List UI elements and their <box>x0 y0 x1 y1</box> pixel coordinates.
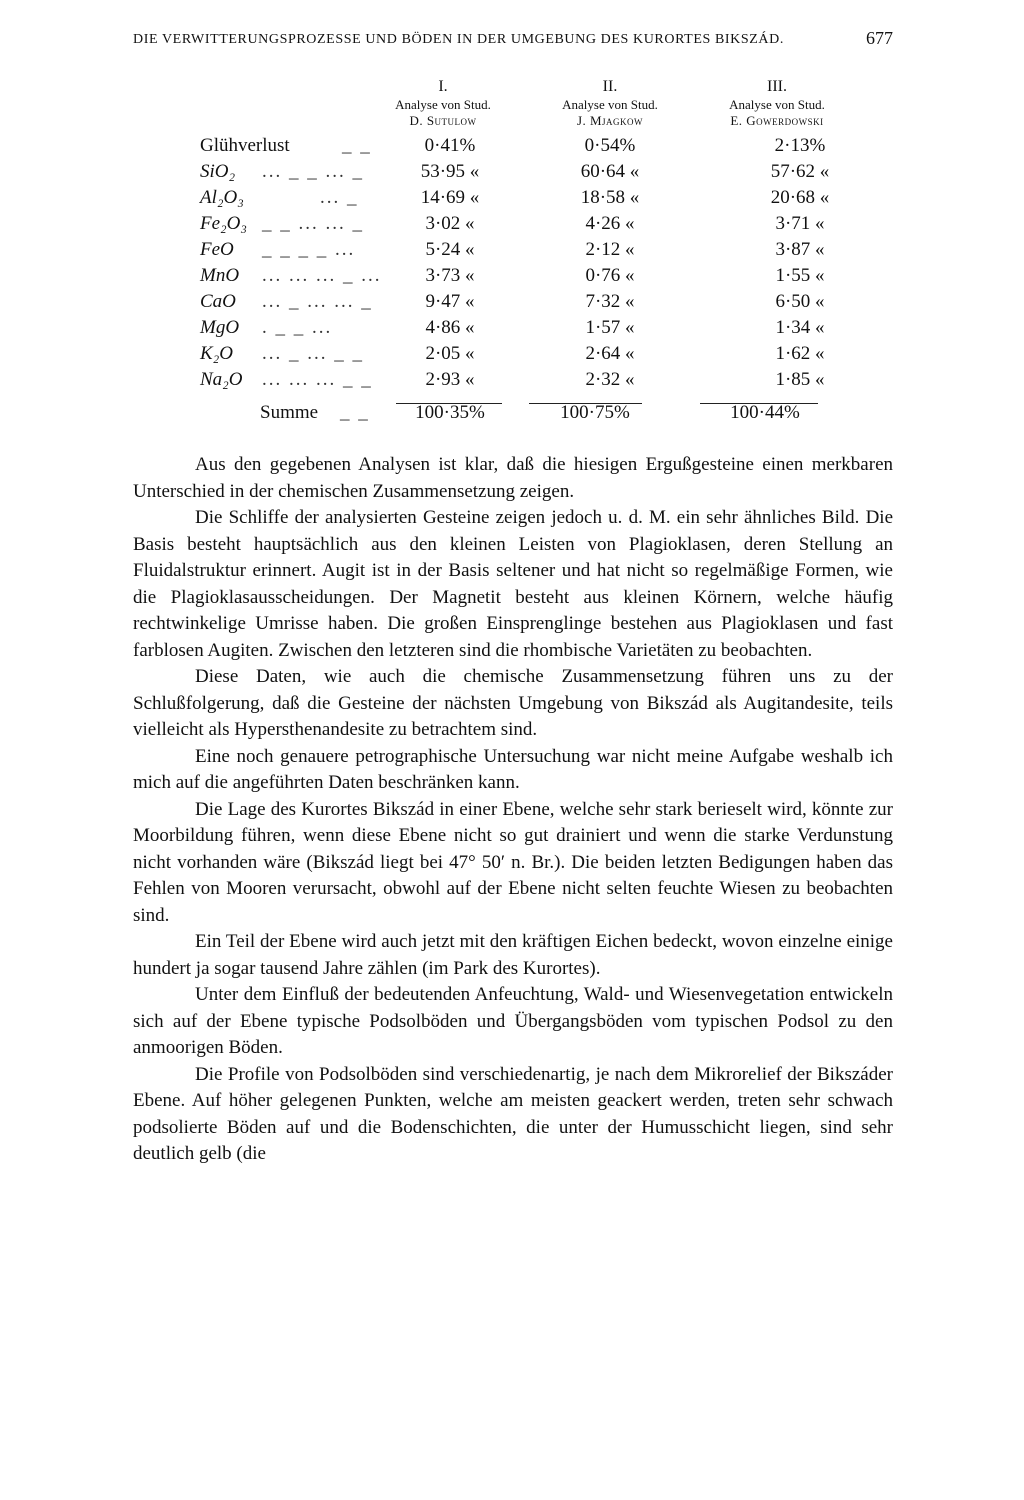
value-col-1: 53·95 « <box>420 161 480 182</box>
value-col-2: 1·57 « <box>585 317 635 338</box>
value-col-1: 9·47 « <box>425 291 475 312</box>
column-numeral: II. <box>602 78 618 95</box>
value-col-1: 14·69 « <box>420 187 480 208</box>
value-col-2: 60·64 « <box>580 161 640 182</box>
table-row <box>200 187 840 213</box>
row-leader: ... _ ... _ _ <box>262 343 364 364</box>
row-label: Glühverlust <box>200 135 290 156</box>
column-header-1 <box>358 79 528 129</box>
value-col-1: 5·24 « <box>425 239 475 260</box>
table-row <box>200 369 840 395</box>
row-label: Na₂O <box>200 369 243 390</box>
table-row <box>200 161 840 187</box>
value-col-2: 0·54% <box>584 135 636 156</box>
paragraph: Die Lage des Kurortes Bikszád in einer Ebene, welche sehr stark berieselt wird, könnte zur Moorbildung führen, wenn diese Ebene nicht so gut drainiert und wenn die starke Verdunstung nicht vorhanden wäre (Bikszád liegt bei 47° 50′ n. Br.). Die beiden letzten Bedigungen haben das Fehlen von Mooren verursacht, obwohl auf der Ebene nicht selten feuchte Wiesen zu beobachten sind. <box>133 798 893 926</box>
row-leader: _ _ _ _ ... <box>262 239 356 260</box>
paragraph: Ein Teil der Ebene wird auch jetzt mit den kräftigen Eichen bedeckt, wovon einzelne einige hundert ja sogar tausend Jahre zählen (im Park des Kurortes). <box>133 931 893 979</box>
row-leader: ... _ _ ... _ <box>262 161 364 182</box>
row-label: Fe₂O₃ <box>200 213 247 234</box>
column-author: E. Gowerdowski <box>730 113 824 128</box>
row-leader: _ _ ... ... _ <box>262 213 364 234</box>
value-col-3: 1·85 « <box>775 369 825 390</box>
value-col-3: 3·71 « <box>775 213 825 234</box>
column-numeral: I. <box>438 78 448 95</box>
row-label: Summe <box>260 402 319 423</box>
column-label: Analyse von Stud. <box>562 97 658 112</box>
column-numeral: III. <box>767 78 787 95</box>
table-row <box>200 213 840 239</box>
value-col-3: 3·87 « <box>775 239 825 260</box>
row-leader: ... ... ... _ _ <box>262 369 373 390</box>
column-author: D. Sutulow <box>409 113 477 128</box>
value-col-1: 4·86 « <box>425 317 475 338</box>
table-row <box>200 291 840 317</box>
row-label: SiO₂ <box>200 161 236 182</box>
paragraph: Diese Daten, wie auch die chemische Zusammensetzung führen uns zu der Schlußfolgerung, daß die Gesteine der nächsten Umgebung von Bikszád als Augitandesite, teils vielleicht als Hypersthenandesite zu betrachtem sind. <box>133 666 893 740</box>
column-author: J. Mjagkow <box>576 113 644 128</box>
row-label: MnO <box>200 265 240 286</box>
value-col-1: 0·41% <box>424 135 476 156</box>
row-label: K₂O <box>200 343 233 364</box>
paragraph: Eine noch genauere petrographische Untersuchung war nicht meine Aufgabe weshalb ich mich auf die angeführten Daten beschränken kann. <box>133 745 893 793</box>
paragraph: Unter dem Einfluß der bedeutenden Anfeuchtung, Wald- und Wiesenvegetation entwickeln sich auf der Ebene typische Podsolböden und Übergangsböden vom typischen Podsol zu den anmoorigen Böden. <box>133 984 893 1058</box>
table-row <box>200 343 840 369</box>
running-title: DIE VERWITTERUNGSPROZESSE UND BÖDEN IN DER UMGEBUNG DES KURORTES BIKSZÁD. <box>133 32 784 47</box>
value-col-2: 0·76 « <box>585 265 635 286</box>
row-leader: . _ _ ... <box>262 317 333 338</box>
column-label: Analyse von Stud. <box>729 97 825 112</box>
column-label: Analyse von Stud. <box>395 97 491 112</box>
table-row <box>200 265 840 291</box>
value-col-1: 3·02 « <box>425 213 475 234</box>
value-col-2: 2·32 « <box>585 369 635 390</box>
row-label: MgO <box>200 317 240 338</box>
table-row <box>200 317 840 343</box>
row-label: CaO <box>200 291 236 312</box>
value-col-3: 2·13% <box>774 135 826 156</box>
value-col-1: 2·05 « <box>425 343 475 364</box>
paragraph: Aus den gegebenen Analysen ist klar, daß die hiesigen Ergußgesteine einen merkbaren Unterschied in der chemischen Zusammensetzung zeigen. <box>133 454 893 502</box>
table-row <box>200 239 840 265</box>
row-leader: ... _ <box>320 187 359 208</box>
value-col-3: 6·50 « <box>775 291 825 312</box>
row-label: Al₂O₃ <box>200 187 244 208</box>
column-header-2 <box>525 79 695 129</box>
row-leader: _ _ <box>340 402 370 423</box>
value-col-2: 2·12 « <box>585 239 635 260</box>
value-col-1: 2·93 « <box>425 369 475 390</box>
body-text <box>133 452 893 1168</box>
value-col-2: 4·26 « <box>585 213 635 234</box>
value-col-2: 7·32 « <box>585 291 635 312</box>
row-label: FeO <box>200 239 234 260</box>
running-header <box>133 28 893 49</box>
value-col-3: 1·34 « <box>775 317 825 338</box>
row-leader: ... ... ... _ ... <box>262 265 382 286</box>
value-col-3: 1·55 « <box>775 265 825 286</box>
page-number: 677 <box>866 28 893 48</box>
paragraph: Die Profile von Podsolböden sind verschiedenartig, je nach dem Mikrorelief der Bikszáder Ebene. Auf höher gelegenen Punkten, welche am meisten geackert werden, treten sehr schwach podsolierte Böden auf und die Bodenschichten, die unter der Humusschicht liegen, sind sehr deutlich gelb (die <box>133 1063 893 1164</box>
value-col-2: 100·75% <box>560 402 630 423</box>
value-col-3: 20·68 « <box>770 187 830 208</box>
value-col-2: 18·58 « <box>580 187 640 208</box>
value-col-3: 100·44% <box>730 402 800 423</box>
value-col-2: 2·64 « <box>585 343 635 364</box>
table-row-total <box>260 402 900 428</box>
column-header-3 <box>692 79 862 129</box>
value-col-1: 3·73 « <box>425 265 475 286</box>
value-col-3: 1·62 « <box>775 343 825 364</box>
paragraph: Die Schliffe der analysierten Gesteine zeigen jedoch u. d. M. ein sehr ähnliches Bild. Die Basis besteht hauptsächlich aus den kleinen Leisten von Plagioklasen, deren Stellung an Fluidalstruktur erinnert. Augit ist in der Basis seltener und hat nicht so regelmäßige Formen, wie die Plagioklasausscheidungen. Der Magnetit besteht aus kleinen Körnern, welche häufig rechtwinkelige Umrisse haben. Die großen Einsprenglinge bestehen aus Plagioklasen und fast farblosen Augiten. Zwischen den letzteren sind die rhombische Varietäten zu beobachten. <box>133 507 893 661</box>
row-leader: _ _ <box>342 135 372 156</box>
value-col-1: 100·35% <box>415 402 485 423</box>
value-col-3: 57·62 « <box>770 161 830 182</box>
row-leader: ... _ ... ... _ <box>262 291 373 312</box>
table-row <box>200 135 840 161</box>
